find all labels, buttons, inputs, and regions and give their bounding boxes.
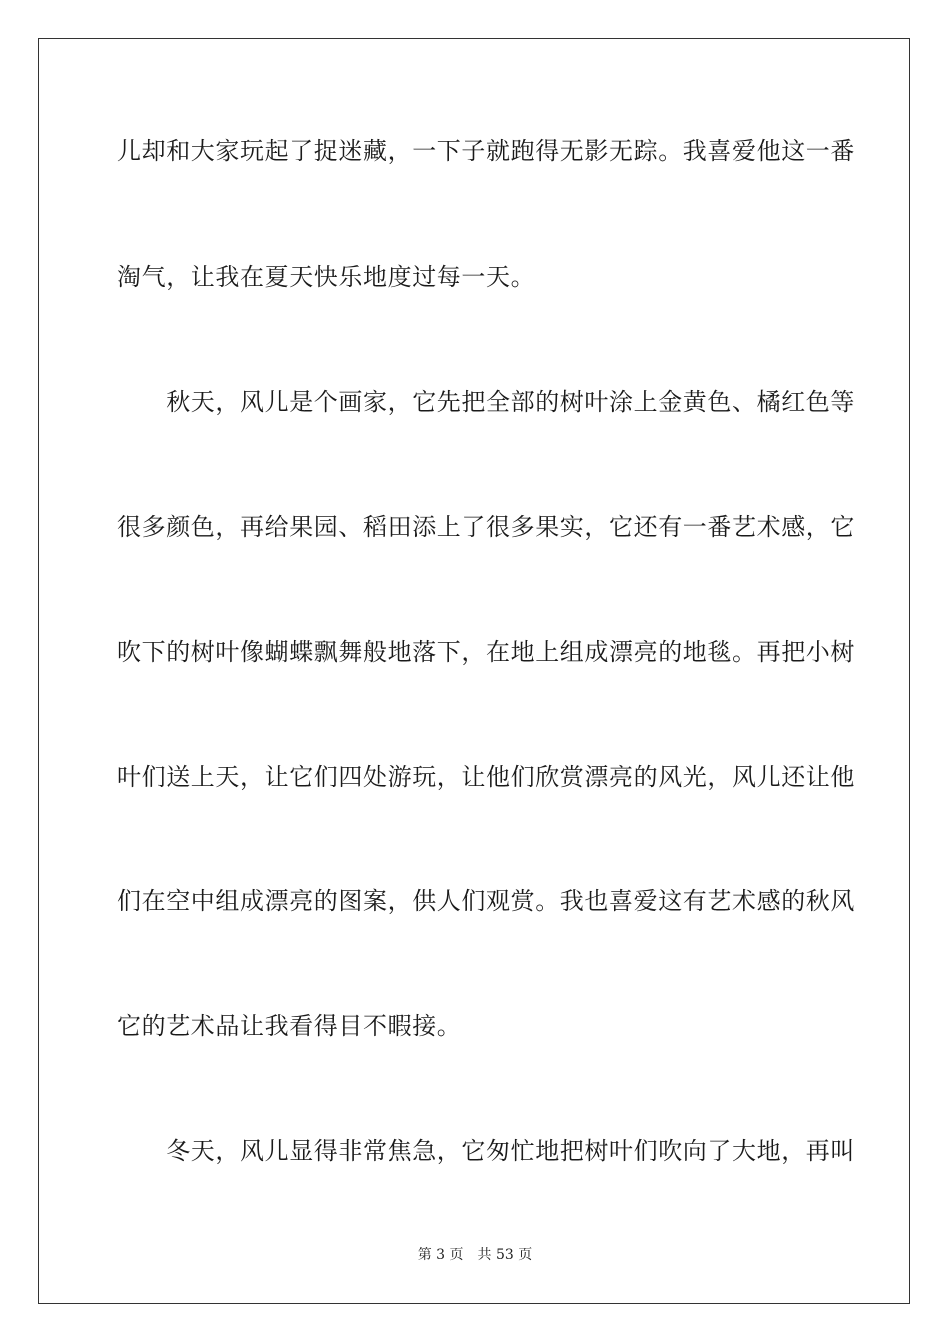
text-line-9: 冬天，风儿显得非常焦急，它匆忙地把树叶们吹向了大地，再叫 (117, 1137, 855, 1165)
text-line-3: 秋天，风儿是个画家，它先把全部的树叶涂上金黄色、橘红色等 (117, 388, 855, 416)
text-line-6: 叶们送上天，让它们四处游玩，让他们欣赏漂亮的风光，风儿还让他 (117, 763, 855, 791)
page-border (38, 38, 910, 1304)
text-line-1: 儿却和大家玩起了捉迷藏，一下子就跑得无影无踪。我喜爱他这一番 (117, 137, 855, 165)
text-line-8: 它的艺术品让我看得目不暇接。 (117, 1012, 462, 1040)
text-line-4: 很多颜色，再给果园、稻田添上了很多果实，它还有一番艺术感，它 (117, 513, 855, 541)
text-line-2: 淘气，让我在夏天快乐地度过每一天。 (117, 263, 536, 291)
text-line-7: 们在空中组成漂亮的图案，供人们观赏。我也喜爱这有艺术感的秋风 (117, 887, 855, 915)
page-number-footer: 第 3 页 共 53 页 (417, 1247, 533, 1263)
text-line-5: 吹下的树叶像蝴蝶飘舞般地落下，在地上组成漂亮的地毯。再把小树 (117, 638, 855, 666)
